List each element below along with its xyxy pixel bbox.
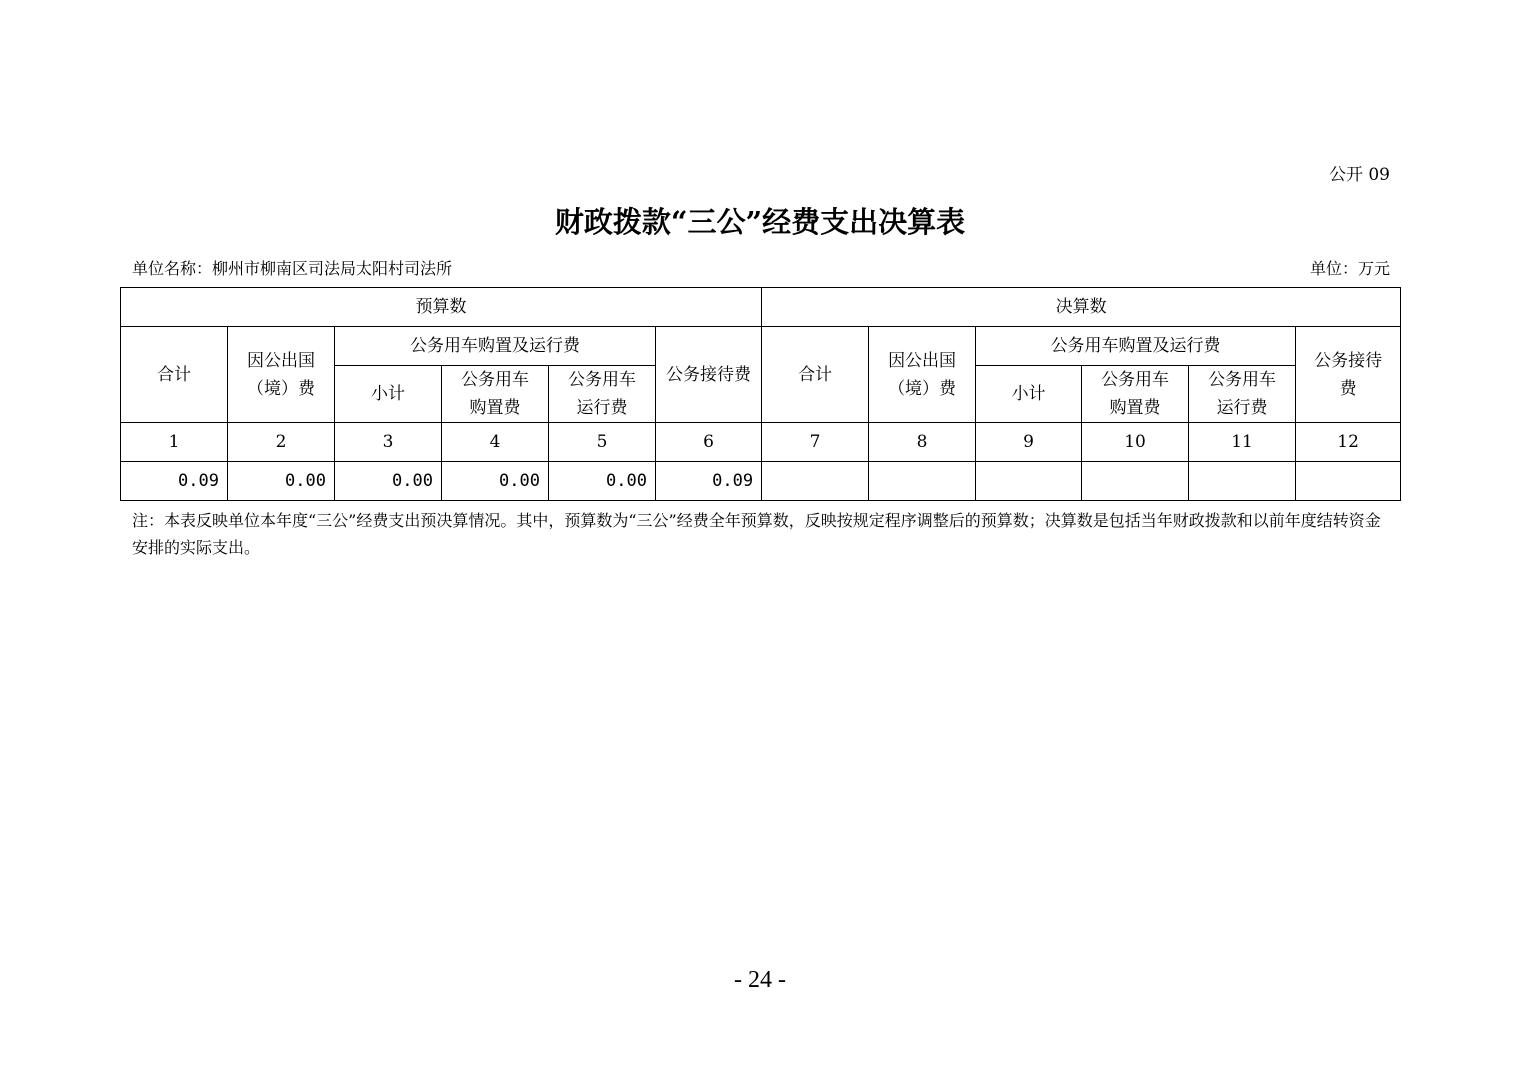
unit-name: 单位名称：柳州市柳南区司法局太阳村司法所 (132, 259, 453, 278)
column-number-row (121, 423, 1401, 462)
column-number: 1 (121, 423, 228, 462)
budget-abroad-value: 0.00 (228, 462, 335, 501)
document-title: 财政拨款“三公”经费支出决算表 (554, 205, 966, 239)
currency-unit: 单位：万元 (1309, 259, 1390, 278)
category-header-row (121, 327, 1401, 366)
column-number: 4 (442, 423, 549, 462)
budget-reception-header: 公务接待费 (656, 327, 762, 423)
table-note: 注：本表反映单位本年度“三公”经费支出预决算情况。其中，预算数为“三公”经费全年预算数，反映按规定程序调整后的预算数；决算数是包括当年财政拨款和以前年度结转资金安排的实际支出。 (132, 511, 1381, 557)
budget-subtotal-header: 小计 (335, 366, 442, 423)
budget-vehicle-purchase-value: 0.00 (442, 462, 549, 501)
budget-group-header: 预算数 (121, 288, 762, 327)
final-subtotal-header: 小计 (976, 366, 1082, 423)
column-number: 5 (549, 423, 656, 462)
column-number: 6 (656, 423, 762, 462)
form-code: 公开 09 (1328, 165, 1390, 185)
final-total-header: 合计 (762, 327, 869, 423)
expenditure-table (120, 287, 1401, 501)
value-row (121, 462, 1401, 501)
final-group-header: 决算数 (762, 288, 1401, 327)
group-header-row (121, 288, 1401, 327)
final-vehicle-purchase-value (1082, 462, 1189, 501)
column-number: 11 (1189, 423, 1296, 462)
final-vehicle-subtotal-value (976, 462, 1082, 501)
column-number: 8 (869, 423, 976, 462)
final-vehicle-purchase-header: 公务用车购置费 (1082, 366, 1189, 423)
final-reception-header: 公务接待费 (1296, 327, 1401, 423)
budget-total-header: 合计 (121, 327, 228, 423)
column-number: 7 (762, 423, 869, 462)
final-vehicle-operation-value (1189, 462, 1296, 501)
budget-reception-value: 0.09 (656, 462, 762, 501)
column-number: 12 (1296, 423, 1401, 462)
final-vehicle-header: 公务用车购置及运行费 (976, 327, 1296, 366)
page-number: - 24 - (734, 967, 786, 993)
budget-vehicle-subtotal-value: 0.00 (335, 462, 442, 501)
final-abroad-header: 因公出国（境）费 (869, 327, 976, 423)
final-abroad-value (869, 462, 976, 501)
budget-vehicle-purchase-header: 公务用车购置费 (442, 366, 549, 423)
column-number: 2 (228, 423, 335, 462)
budget-abroad-header: 因公出国（境）费 (228, 327, 335, 423)
final-vehicle-operation-header: 公务用车运行费 (1189, 366, 1296, 423)
final-total-value (762, 462, 869, 501)
budget-vehicle-header: 公务用车购置及运行费 (335, 327, 656, 366)
column-number: 3 (335, 423, 442, 462)
budget-total-value: 0.09 (121, 462, 228, 501)
budget-vehicle-operation-value: 0.00 (549, 462, 656, 501)
column-number: 10 (1082, 423, 1189, 462)
column-number: 9 (976, 423, 1082, 462)
budget-vehicle-operation-header: 公务用车运行费 (549, 366, 656, 423)
final-reception-value (1296, 462, 1401, 501)
